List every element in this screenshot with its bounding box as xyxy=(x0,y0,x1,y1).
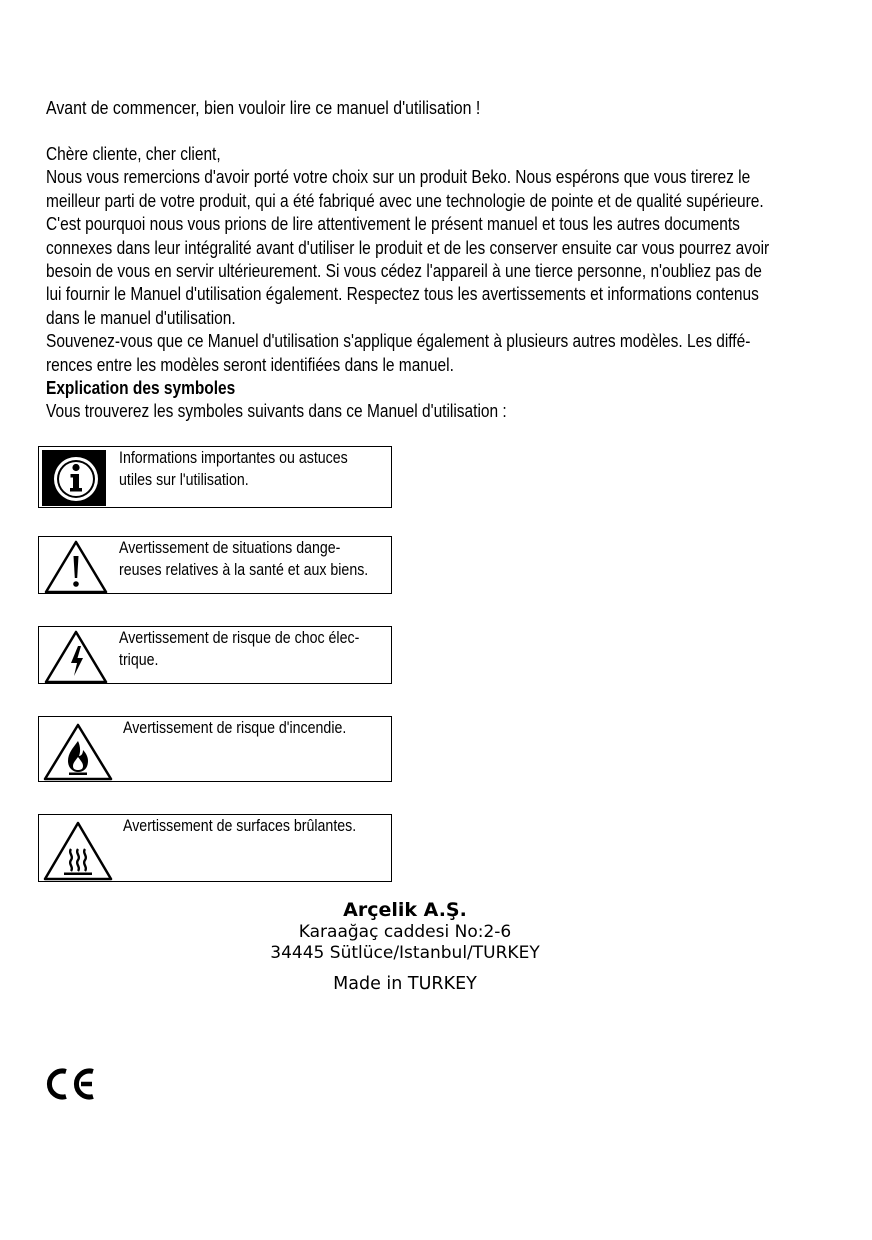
symbol-hot-surface xyxy=(38,814,392,882)
body-line: connexes dans leur intégralité avant d'utiliser le produit et de les conserver ensuite car vous pourrez avoir xyxy=(46,237,770,258)
symbol-description: Avertissement de risque d'incendie. xyxy=(123,719,347,737)
page-heading: Avant de commencer, bien vouloir lire ce manuel d'utilisation ! xyxy=(46,97,481,118)
city-address: 34445 Sütlüce/Istanbul/TURKEY xyxy=(270,943,540,963)
symbol-electric-shock xyxy=(38,626,392,684)
body-line: C'est pourquoi nous vous prions de lire attentivement le présent manuel et tous les autres documents xyxy=(46,214,740,235)
symbol-description: Informations importantes ou astuces utiles sur l'utilisation. xyxy=(119,449,348,489)
body-line: Chère cliente, cher client, xyxy=(46,144,221,164)
body-line: lui fournir le Manuel d'utilisation également. Respectez tous les avertissements et informations contenus xyxy=(46,284,759,305)
body-line: dans le manuel d'utilisation. xyxy=(46,307,236,328)
electric-shock-icon xyxy=(42,630,110,689)
info-icon xyxy=(42,450,108,511)
made-in: Made in TURKEY xyxy=(333,974,477,994)
symbol-description: Avertissement de surfaces brûlantes. xyxy=(123,817,357,835)
warning-icon xyxy=(42,540,110,599)
body-line: Souvenez-vous que ce Manuel d'utilisation s'applique également à plusieurs autres modèles. Les diffé- xyxy=(46,331,751,352)
street-address: Karaağaç caddesi No:2-6 xyxy=(298,922,512,942)
symbols-heading: Explication des symboles xyxy=(46,378,236,399)
body-line: rences entre les modèles seront identifiées dans le manuel. xyxy=(46,354,454,375)
body-line: Nous vous remercions d'avoir porté votre choix sur un produit Beko. Nous espérons que vous tirerez le xyxy=(46,167,751,188)
symbol-description: Avertissement de risque de choc élec- trique. xyxy=(119,629,360,669)
ce-mark-icon xyxy=(44,1066,98,1107)
symbol-info xyxy=(38,446,392,508)
intro-text xyxy=(46,143,820,424)
body-line: meilleur parti de votre produit, qui a été fabriqué avec une technologie de pointe et de qualité supérieure. xyxy=(46,190,764,211)
symbols-intro: Vous trouverez les symboles suivants dans ce Manuel d'utilisation : xyxy=(46,401,507,422)
body-line: besoin de vous en servir ultérieurement. Si vous cédez l'appareil à une tierce personne, n'oubliez pas de xyxy=(46,261,762,282)
fire-icon xyxy=(42,723,114,786)
symbol-warning xyxy=(38,536,392,594)
symbol-fire xyxy=(38,716,392,782)
symbol-description: Avertissement de situations dange- reuses relatives à la santé et aux biens. xyxy=(119,539,369,579)
hot-surface-icon xyxy=(42,821,114,886)
manufacturer-address xyxy=(205,898,605,995)
company-name: Arçelik A.Ş. xyxy=(343,899,467,921)
